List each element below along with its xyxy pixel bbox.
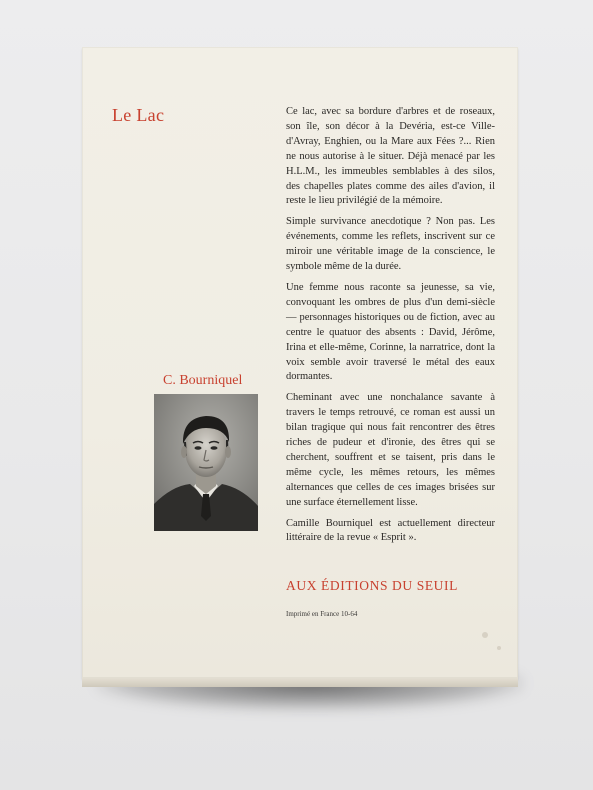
blurb-paragraph: Simple survivance anecdotique ? Non pas. Les événements, comme les reflets, inscrivent sur ce miroir une véritable image de la conscience, le symbole même de la durée. bbox=[286, 216, 495, 273]
blurb-paragraph: Une femme nous raconte sa jeunesse, sa vie, convoquant les ombres de plus d'un demi-siècle — personnages historiques ou de fiction, avec au centre le quatuor des absents : David, Jérôme, Irina et elle-même, Corinne, la narratrice, dont la voix semble avoir traversé le métal des eaux dormantes. bbox=[286, 281, 495, 383]
author-name: C. Bourniquel bbox=[163, 373, 243, 388]
printed-note: Imprimé en France 10-64 bbox=[286, 610, 358, 618]
paper-speck bbox=[482, 632, 488, 638]
author-portrait-photo bbox=[154, 394, 258, 531]
author-portrait bbox=[154, 394, 258, 531]
blurb-paragraph: Ce lac, avec sa bordure d'arbres et de roseaux, son île, son décor à la Devéria, est-ce Ville-d'Avray, Enghien, ou la Mare aux Fées ?... Rien ne nous autorise à le situer. Déjà menacé par les H.L.M., les immeubles semblables à des silos, des chapelles plates comme des ailes d'avion, il reste le lieu privilégié de la mémoire. bbox=[286, 106, 495, 207]
blurb-paragraph: Camille Bourniquel est actuellement directeur littéraire de la revue « Esprit ». bbox=[286, 517, 495, 544]
book-title: Le Lac bbox=[112, 105, 165, 125]
blurb-text bbox=[286, 105, 495, 552]
paper-speck bbox=[497, 646, 501, 650]
publisher-name: AUX ÉDITIONS DU SEUIL bbox=[286, 578, 458, 593]
blurb-paragraph: Cheminant avec une nonchalance savante à travers le temps retrouvé, ce roman est aussi un bilan tragique qui nous fait rencontrer des êtres riches de pudeur et d'ironie, des êtres qui se cherchent, souffrent et se taisent, pris dans le même cycle, les mêmes retours, les mêmes alternances que celles de ces images brisées sur une surface éternellement lisse. bbox=[286, 392, 495, 508]
